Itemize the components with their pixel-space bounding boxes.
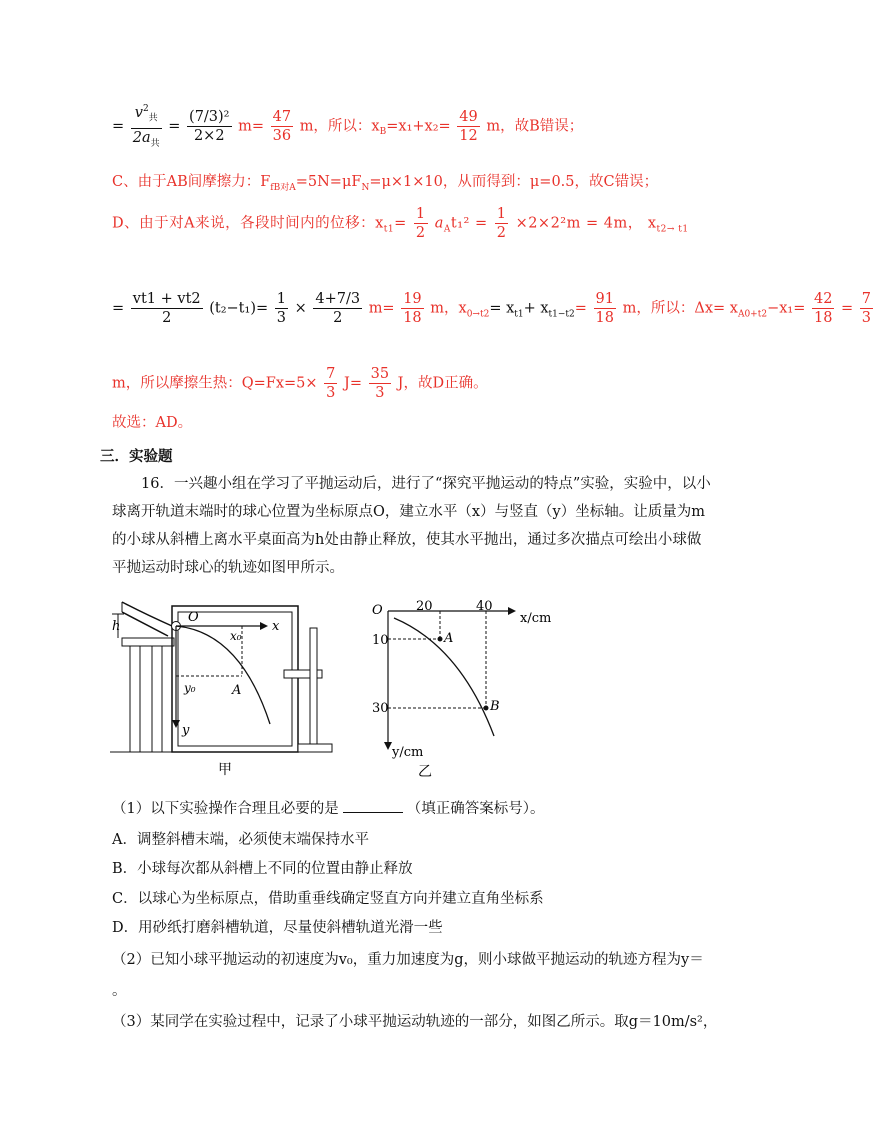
fraction: $\frac{1}{3}$ bbox=[276, 291, 286, 326]
caption-jia: 甲 bbox=[218, 762, 232, 778]
fraction: $\frac{35}{3}$ bbox=[370, 366, 390, 401]
tick-10: 10 bbox=[372, 633, 389, 648]
label-h: h bbox=[112, 619, 121, 634]
question-stem: 16．一兴趣小组在学习了平抛运动后，进行了“探究平抛运动的特点”实验，实验中，以小球离开轨道末端时的球心位置为坐标原点O，建立水平（x）与竖直（y）坐标轴。让质量为m的小球从斜槽上离水平桌面高为h处由静止释放，使其水平抛出，通过多次描点可绘出小球做平抛运动时球心的轨迹如图甲所示。 bbox=[112, 476, 711, 576]
solution-line-1: = $\frac{v^2_共}{2a_共}$ = $\frac{\text{(7/3)²}}{2\times 2}$ m= $\frac{47}{36}$ m，所以：$x_B=x_1+x_2=$ $\frac{49}{12}$ m，故B错误； bbox=[112, 100, 583, 153]
label-y0: y₀ bbox=[184, 681, 196, 695]
question-3: （3）某同学在实验过程中，记录了小球平抛运动轨迹的一部分，如图乙所示。取g＝10m/s²， bbox=[112, 1014, 718, 1030]
answer-line: 故选：AD。 bbox=[112, 415, 193, 431]
fraction: $\frac{91}{18}$ bbox=[595, 291, 614, 326]
question-2: （2）已知小球平抛运动的初速度为v₀，重力加速度为g，则小球做平抛运动的轨迹方程为y＝ bbox=[112, 952, 704, 968]
fraction: $\frac{7}{3}$ bbox=[861, 291, 872, 326]
option-a: A．调整斜槽末端，必须使末端保持水平 bbox=[112, 832, 369, 848]
fraction: $\frac{1}{2}$ bbox=[415, 206, 426, 241]
question-2-end: 。 bbox=[112, 983, 127, 999]
option-c: C．以球心为坐标原点，借助重垂线确定竖直方向并建立直角坐标系 bbox=[112, 891, 544, 907]
solution-line-4: = $\frac{vt1 + vt2}{2}$ (t₂−t₁)= $\frac{1}{3}$ × $\frac{4+7/3}{2}$ m= $\frac{19}{18}$ m，$x_{0\to t2}= x_{t1}+ x_{t1-t2}=$ $\frac{91}{18}$ m，所以：$\Delta x= x_{A0+t2}-x_1=$ $\frac{42}{18}$ = $\frac{7}{3}$ bbox=[112, 291, 872, 326]
fraction: $\frac{4+7/3}{2}$ bbox=[315, 291, 361, 326]
label-x: x bbox=[272, 619, 280, 634]
figure-jia bbox=[110, 592, 350, 782]
solution-line-5: m，所以摩擦生热：Q=Fx=5× $\frac{7}{3}$ J= $\frac{35}{3}$ J，故D正确。 bbox=[112, 366, 488, 401]
label-y: y bbox=[182, 723, 190, 738]
label-B: B bbox=[490, 699, 500, 714]
solution-line-2: C、由于AB间摩擦力：$F_{fB对A}=5N=\mu F_N=\mu\times 1\times 10$，从而得到：μ=0.5，故C错误； bbox=[112, 174, 659, 193]
fraction: $\frac{49}{12}$ bbox=[459, 108, 478, 144]
fraction: $\frac{47}{36}$ bbox=[272, 108, 292, 144]
fraction: $\frac{7}{3}$ bbox=[326, 366, 336, 401]
figure-yi bbox=[370, 596, 570, 786]
x-axis-label: x/cm bbox=[520, 611, 552, 626]
fraction: $\frac{19}{18}$ bbox=[403, 291, 422, 326]
fraction: $\frac{\text{(7/3)²}}{2\times 2}$ bbox=[189, 108, 230, 144]
tick-30: 30 bbox=[372, 701, 389, 716]
tick-20: 20 bbox=[416, 599, 433, 614]
label-x0: x₀ bbox=[230, 629, 242, 643]
label-A: A bbox=[444, 631, 454, 646]
label-A: A bbox=[232, 683, 242, 698]
question-1: （1）以下实验操作合理且必要的是 （填正确答案标号）。 bbox=[112, 798, 544, 819]
y-axis-label: y/cm bbox=[392, 745, 424, 760]
caption-yi: 乙 bbox=[418, 764, 432, 780]
section-title: 三．实验题 bbox=[100, 449, 173, 465]
label-O: O bbox=[188, 610, 199, 625]
fraction: $\frac{42}{18}$ bbox=[813, 291, 833, 326]
fraction: $\frac{1}{2}$ bbox=[496, 206, 507, 241]
label-O: O bbox=[372, 603, 383, 618]
solution-line-3: D、由于对A来说，各段时间内的位移：$x_{t1}=$ $\frac{1}{2}$ $a_At_1^2$ = $\frac{1}{2}$ ×2×2²m = 4m， $x_{t2\to t1}$ bbox=[112, 206, 689, 241]
fraction: $\frac{v^2_共}{2a_共}$ bbox=[131, 100, 162, 153]
option-b: B．小球每次都从斜槽上不同的位置由静止释放 bbox=[112, 861, 413, 877]
fraction: $\frac{vt1 + vt2}{2}$ bbox=[132, 291, 201, 326]
answer-blank[interactable] bbox=[343, 798, 403, 813]
option-d: D．用砂纸打磨斜槽轨道，尽量使斜槽轨道光滑一些 bbox=[112, 920, 443, 936]
tick-40: 40 bbox=[476, 599, 493, 614]
